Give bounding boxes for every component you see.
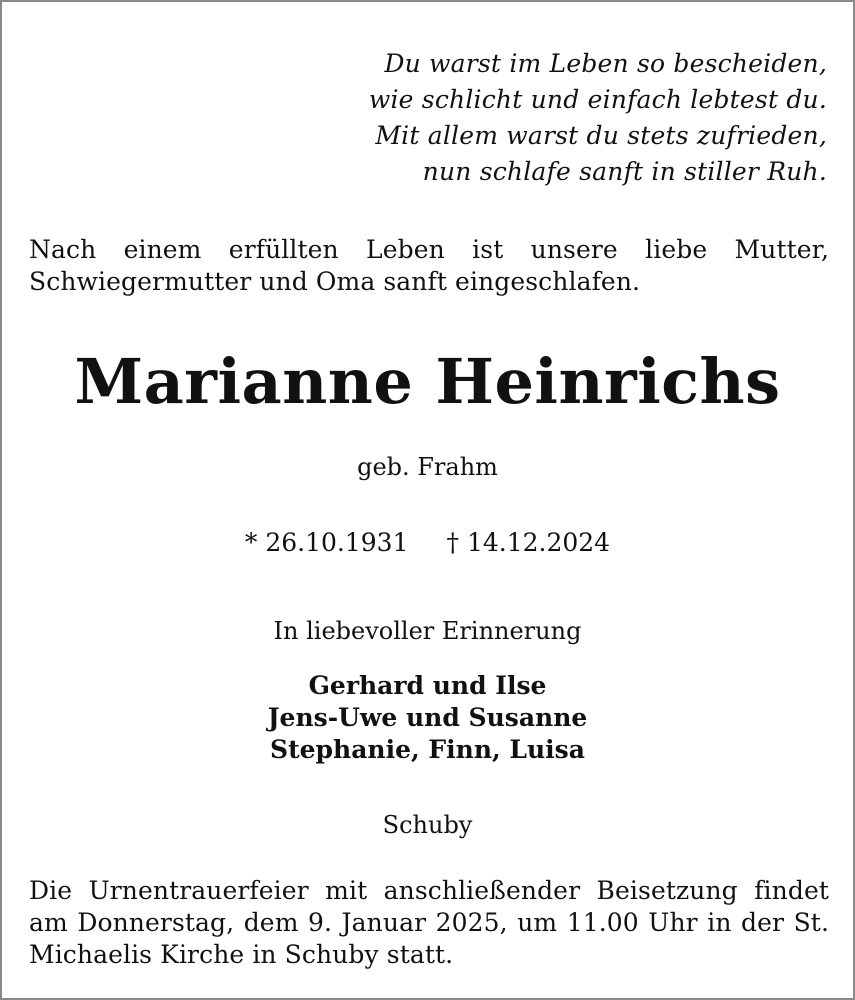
family-line: Gerhard und Ilse [308, 671, 547, 700]
place-name: Schuby [382, 811, 473, 839]
family-names [2, 670, 853, 766]
service-info: Die Urnentrauerfeier mit anschließender Beisetzung findet am Donnerstag, dem 9. Januar 2025, um 11.00 Uhr in der St. Michaelis Kirche in Schuby statt. [29, 876, 829, 969]
poem [369, 46, 827, 190]
birth-date: * 26.10.1931 [244, 528, 409, 557]
death-date: † 14.12.2024 [446, 528, 611, 557]
remembrance-line: In liebevoller Erinnerung [273, 617, 582, 645]
poem-line: Du warst im Leben so bescheiden, [384, 49, 827, 78]
maiden-name: geb. Frahm [357, 453, 498, 481]
poem-line: wie schlicht und einfach lebtest du. [368, 85, 827, 114]
intro-text: Nach einem erfüllten Leben ist unsere liebe Mutter, Schwiegermutter und Oma sanft eingeschlafen. [29, 235, 829, 296]
poem-line: nun schlafe sanft in stiller Ruh. [422, 157, 827, 186]
life-dates [2, 527, 853, 559]
poem-line: Mit allem warst du stets zufrieden, [375, 121, 827, 150]
deceased-name: Marianne Heinrichs [74, 345, 781, 418]
family-line: Jens-Uwe und Susanne [267, 703, 588, 732]
family-line: Stephanie, Finn, Luisa [270, 735, 585, 764]
